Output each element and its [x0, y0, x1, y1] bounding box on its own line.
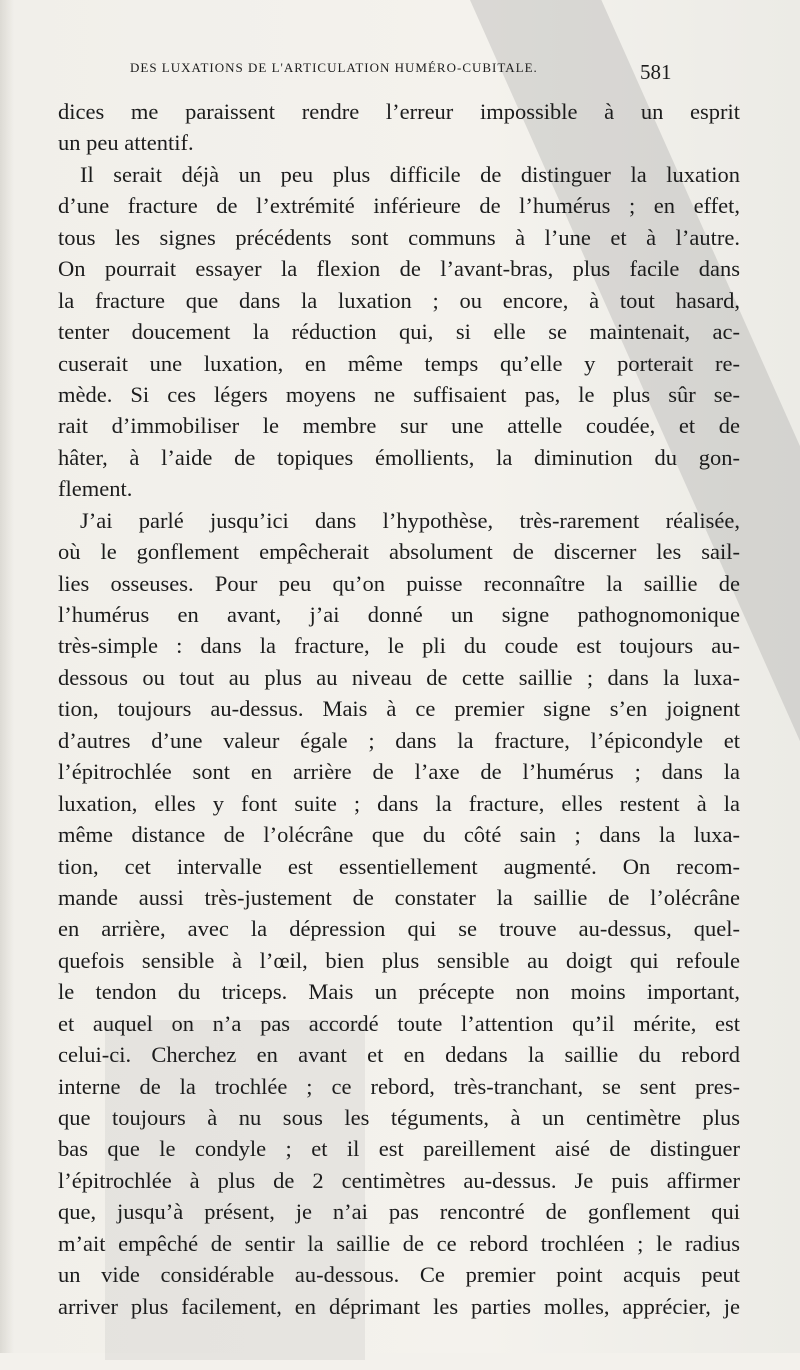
text-line: en arrière, avec la dépression qui se trouve au-dessus, quel-	[58, 916, 740, 942]
text-line: Il serait déjà un peu plus difficile de distinguer la luxation	[80, 161, 740, 187]
text-line: cuserait une luxation, en même temps qu’elle y porterait re-	[58, 350, 740, 376]
text-line: arriver plus facilement, en déprimant les parties molles, apprécier, je	[58, 1293, 740, 1319]
text-line: tous les signes précédents sont communs à l’une et à l’autre.	[58, 224, 740, 250]
text-line: tion, toujours au-dessus. Mais à ce premier signe s’en joignent	[58, 696, 740, 722]
text-line: interne de la trochlée ; ce rebord, très-tranchant, se sent pres-	[58, 1073, 740, 1099]
text-line: dessous ou tout au plus au niveau de cette saillie ; dans la luxa-	[58, 664, 740, 690]
text-line: bas que le condyle ; et il est pareillement aisé de distinguer	[58, 1136, 740, 1162]
text-line: le tendon du triceps. Mais un précepte non moins important,	[58, 979, 740, 1005]
text-line: un peu attentif.	[58, 130, 194, 156]
text-line: flement.	[58, 476, 133, 502]
text-line: dices me paraissent rendre l’erreur impossible à un esprit	[58, 99, 740, 124]
text-line: un vide considérable au-dessous. Ce premier point acquis peut	[58, 1262, 740, 1288]
text-line: celui-ci. Cherchez en avant et en dedans la saillie du rebord	[58, 1042, 740, 1068]
text-line: d’autres d’une valeur égale ; dans la fracture, l’épicondyle et	[58, 727, 740, 753]
page-number: 581	[640, 60, 672, 84]
text-line: l’humérus en avant, j’ai donné un signe pathognomonique	[58, 602, 740, 627]
text-line: On pourrait essayer la flexion de l’avant-bras, plus facile dans	[58, 256, 740, 282]
text-line: luxation, elles y font suite ; dans la fracture, elles restent à la	[58, 790, 740, 816]
text-line: mède. Si ces légers moyens ne suffisaient pas, le plus sûr se-	[58, 381, 740, 407]
text-line: la fracture que dans la luxation ; ou encore, à tout hasard,	[58, 287, 740, 313]
text-line: l’épitrochlée sont en arrière de l’axe de l’humérus ; dans la	[58, 759, 740, 785]
text-line: d’une fracture de l’extrémité inférieure de l’humérus ; en effet,	[58, 193, 740, 219]
running-header: DES LUXATIONS DE L'ARTICULATION HUMÉRO-CUBITALE.	[130, 60, 538, 75]
text-line: que toujours à nu sous les téguments, à un centimètre plus	[58, 1105, 740, 1130]
text-line: tenter doucement la réduction qui, si elle se maintenait, ac-	[58, 319, 740, 345]
body-text	[58, 96, 740, 1322]
text-line: hâter, à l’aide de topiques émollients, la diminution du gon-	[58, 444, 740, 470]
text-line: où le gonflement empêcherait absolument de discerner les sail-	[58, 539, 740, 565]
text-line: m’ait empêché de sentir la saillie de ce rebord trochléen ; le radius	[58, 1230, 740, 1256]
text-line: quefois sensible à l’œil, bien plus sensible au doigt qui refoule	[58, 947, 740, 973]
text-line: très-simple : dans la fracture, le pli du coude est toujours au-	[58, 633, 740, 659]
text-line: mande aussi très-justement de constater la saillie de l’olécrâne	[58, 884, 740, 910]
text-line: rait d’immobiliser le membre sur une attelle coudée, et de	[58, 413, 740, 439]
text-line: tion, cet intervalle est essentiellement augmenté. On recom-	[58, 853, 740, 879]
text-line: J’ai parlé jusqu’ici dans l’hypothèse, très-rarement réalisée,	[80, 507, 740, 533]
text-line: et auquel on n’a pas accordé toute l’attention qu’il mérite, est	[58, 1010, 740, 1036]
text-line: l’épitrochlée à plus de 2 centimètres au-dessus. Je puis affirmer	[58, 1167, 740, 1193]
text-line: lies osseuses. Pour peu qu’on puisse reconnaître la saillie de	[58, 570, 740, 596]
text-line: même distance de l’olécrâne que du côté sain ; dans la luxa-	[58, 822, 740, 848]
text-line: que, jusqu’à présent, je n’ai pas rencontré de gonflement qui	[58, 1199, 740, 1225]
